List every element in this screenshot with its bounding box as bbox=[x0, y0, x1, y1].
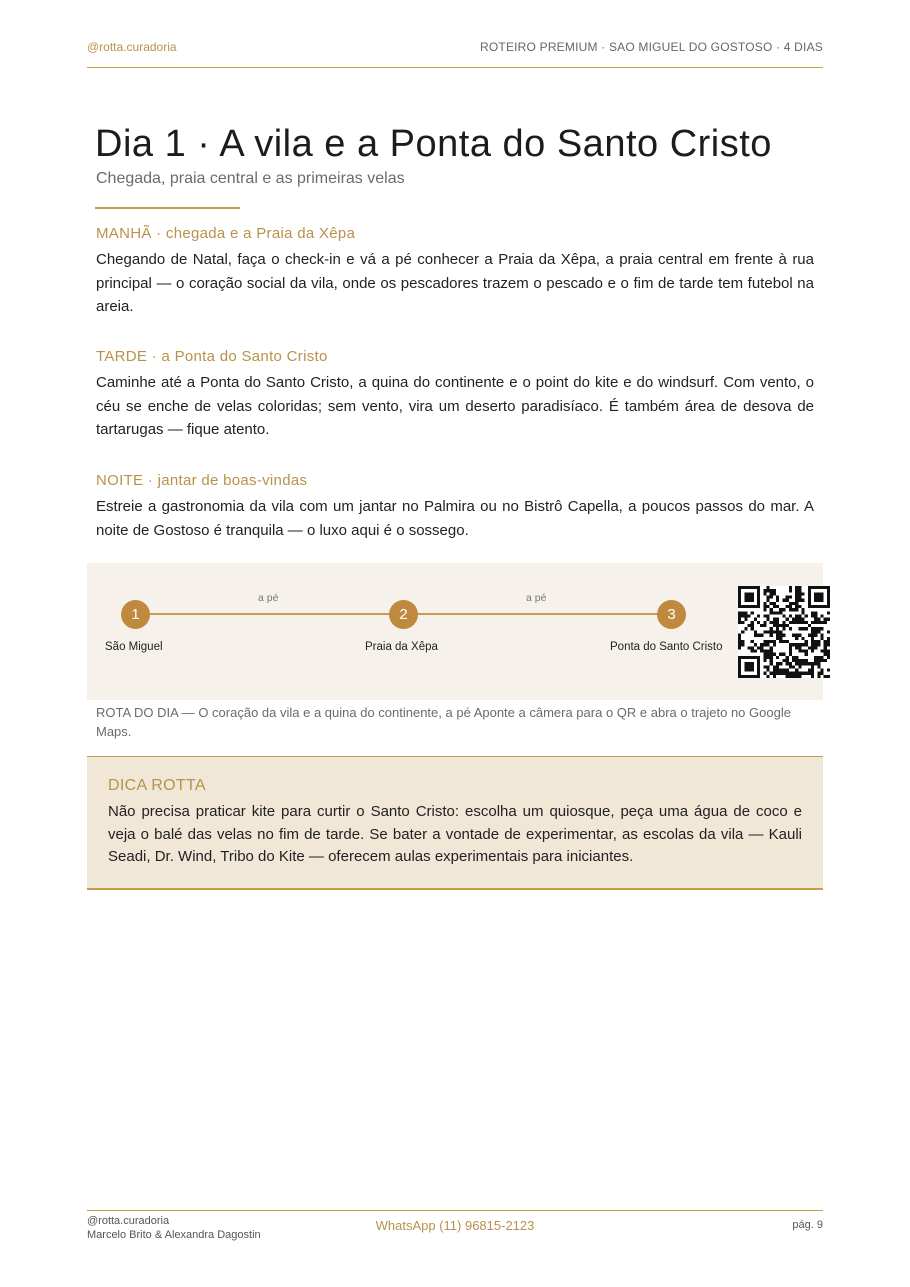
section-night bbox=[96, 472, 814, 542]
section-body: Chegando de Natal, faça o check-in e vá a pé conhecer a Praia da Xêpa, a praia central em frente à rua principal — o coração social da vila, onde os pescadores trazem o pescado e o fim de tarde tem futebol na areia. bbox=[96, 251, 814, 315]
route-leg-mode: a pé bbox=[526, 592, 547, 604]
page-number: pág. 9 bbox=[792, 1219, 823, 1231]
route-stop-label: São Miguel bbox=[105, 641, 163, 653]
section-heading: TARDE · a Ponta do Santo Cristo bbox=[96, 348, 328, 365]
page-header bbox=[87, 40, 823, 68]
section-body: Caminhe até a Ponta do Santo Cristo, a quina do continente e o point do kite e do windsurf. Com vento, o céu se enche de velas coloridas; sem vento, vira um deserto paradisíaco. É também área de desova de tartarugas — fique atento. bbox=[96, 374, 814, 438]
route-stop-marker: 3 bbox=[657, 600, 686, 629]
tip-body: Não precisa praticar kite para curtir o Santo Cristo: escolha um quiosque, peça uma água de coco e veja o balé das velas no fim de tarde. Se bater a vontade de experimentar, as escolas da vila — Kauli Seadi, Dr. Wind, Tribo do Kite — oferecem aulas experimentais para iniciantes. bbox=[108, 803, 802, 865]
title-divider bbox=[95, 207, 240, 209]
route-stop-marker: 2 bbox=[389, 600, 418, 629]
section-heading: NOITE · jantar de boas-vindas bbox=[96, 472, 308, 489]
route-stop-label: Ponta do Santo Cristo bbox=[610, 641, 723, 653]
section-morning bbox=[96, 225, 814, 319]
route-stop-label: Praia da Xêpa bbox=[365, 641, 438, 653]
day-subtitle: Chegada, praia central e as primeiras velas bbox=[96, 170, 405, 187]
route-map bbox=[87, 563, 823, 700]
day-title: Dia 1 · A vila e a Ponta do Santo Cristo bbox=[95, 123, 772, 165]
header-brand: @rotta.curadoria bbox=[87, 40, 177, 54]
header-doc-title: ROTEIRO PREMIUM · SAO MIGUEL DO GOSTOSO · 4 DIAS bbox=[480, 40, 823, 54]
tip-heading: DICA ROTTA bbox=[108, 777, 206, 794]
route-caption: ROTA DO DIA — O coração da vila e a quina do continente, a pé Aponte a câmera para o QR e abra o trajeto no Google Maps. bbox=[96, 705, 791, 739]
footer-brand: @rotta.curadoria bbox=[87, 1215, 170, 1227]
section-body: Estreie a gastronomia da vila com um jantar no Palmira ou no Bistrô Capella, a poucos passos do mar. A noite de Gostoso é tranquila — o luxo aqui é o sossego. bbox=[96, 498, 814, 539]
footer-authors: Marcelo Brito & Alexandra Dagostin bbox=[87, 1229, 261, 1241]
route-leg-mode: a pé bbox=[258, 592, 279, 604]
footer-whatsapp-link[interactable]: WhatsApp (11) 96815-2123 bbox=[375, 1218, 535, 1233]
tip-box bbox=[87, 756, 823, 890]
section-afternoon bbox=[96, 348, 814, 442]
section-heading: MANHÃ · chegada e a Praia da Xêpa bbox=[96, 225, 356, 242]
qr-code-icon[interactable] bbox=[738, 586, 830, 678]
page-footer bbox=[87, 1210, 823, 1251]
route-stop-marker: 1 bbox=[121, 600, 150, 629]
